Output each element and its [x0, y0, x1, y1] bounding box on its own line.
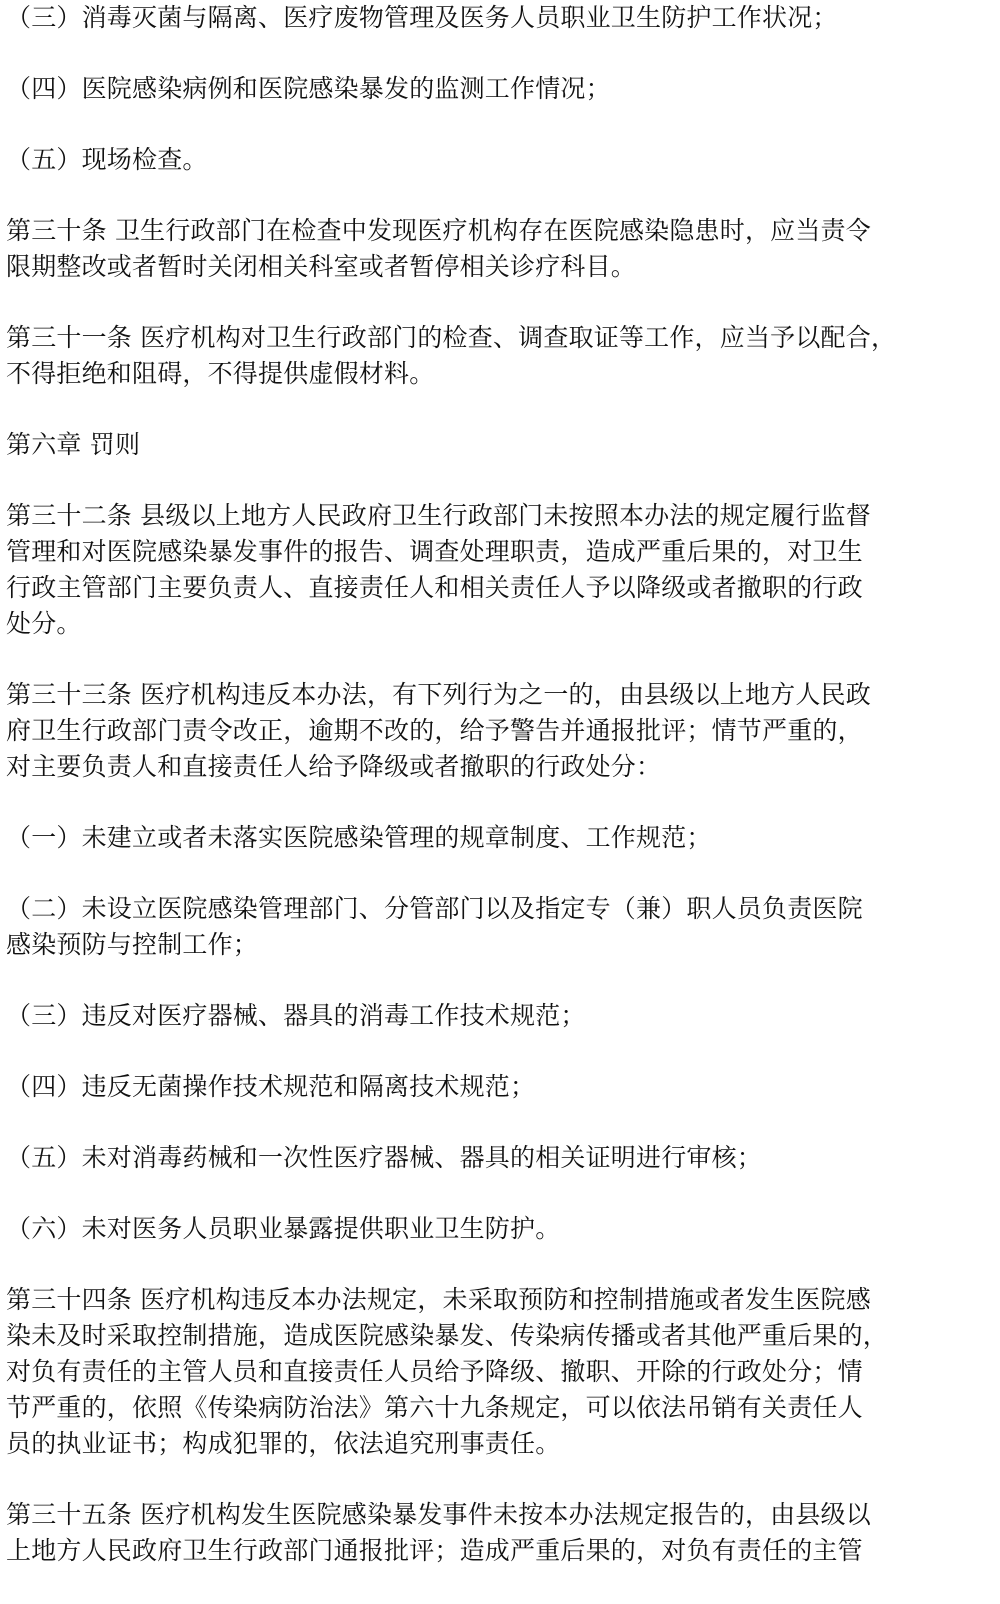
paragraph — [6, 213, 996, 285]
text-line: 限期整改或者暂时关闭相关科室或者暂停相关诊疗科目。 — [6, 252, 637, 281]
text-line: 上地方人民政府卫生行政部门通报批评；造成严重后果的，对负有责任的主管 — [6, 1536, 863, 1565]
paragraph — [6, 998, 996, 1034]
paragraph — [6, 891, 996, 963]
paragraph — [6, 677, 996, 785]
text-line: 第三十二条 县级以上地方人民政府卫生行政部门未按照本办法的规定履行监督 — [6, 501, 871, 530]
text-line: （四）医院感染病例和医院感染暴发的监测工作情况； — [6, 74, 611, 103]
text-line: （六）未对医务人员职业暴露提供职业卫生防护。 — [6, 1214, 561, 1243]
text-line: 行政主管部门主要负责人、直接责任人和相关责任人予以降级或者撤职的行政 — [6, 573, 863, 602]
text-line: 管理和对医院感染暴发事件的报告、调查处理职责，造成严重后果的，对卫生 — [6, 537, 863, 566]
paragraph — [6, 1140, 996, 1176]
paragraph — [6, 1497, 996, 1569]
text-line: 对主要负责人和直接责任人给予降级或者撤职的行政处分： — [6, 752, 662, 781]
text-line: 染未及时采取控制措施，造成医院感染暴发、传染病传播或者其他严重后果的， — [6, 1321, 889, 1350]
text-line: （二）未设立医院感染管理部门、分管部门以及指定专（兼）职人员负责医院 — [6, 894, 863, 923]
text-line: 节严重的，依照《传染病防治法》第六十九条规定，可以依法吊销有关责任人 — [6, 1393, 863, 1422]
text-line: 第三十五条 医疗机构发生医院感染暴发事件未按本办法规定报告的，由县级以 — [6, 1500, 871, 1529]
paragraph — [6, 1282, 996, 1462]
text-line: 第六章 罚则 — [6, 430, 141, 459]
text-line: （五）现场检查。 — [6, 145, 208, 174]
text-line: 第三十四条 医疗机构违反本办法规定，未采取预防和控制措施或者发生医院感 — [6, 1285, 871, 1314]
text-line: 员的执业证书；构成犯罪的，依法追究刑事责任。 — [6, 1429, 561, 1458]
paragraph — [6, 142, 996, 178]
text-line: （一）未建立或者未落实医院感染管理的规章制度、工作规范； — [6, 823, 712, 852]
paragraph — [6, 820, 996, 856]
text-line: 第三十三条 医疗机构违反本办法，有下列行为之一的，由县级以上地方人民政 — [6, 680, 871, 709]
text-line: （五）未对消毒药械和一次性医疗器械、器具的相关证明进行审核； — [6, 1143, 763, 1172]
paragraph — [6, 498, 996, 642]
paragraph — [6, 71, 996, 107]
text-line: （三）消毒灭菌与隔离、医疗废物管理及医务人员职业卫生防护工作状况； — [6, 3, 838, 32]
text-line: 不得拒绝和阻碍，不得提供虚假材料。 — [6, 359, 435, 388]
text-line: （四）违反无菌操作技术规范和隔离技术规范； — [6, 1072, 536, 1101]
text-line: 第三十条 卫生行政部门在检查中发现医疗机构存在医院感染隐患时，应当责令 — [6, 216, 871, 245]
text-line: 感染预防与控制工作； — [6, 930, 259, 959]
paragraph — [6, 1211, 996, 1247]
text-line: 对负有责任的主管人员和直接责任人员给予降级、撤职、开除的行政处分；情 — [6, 1357, 863, 1386]
text-line: 处分。 — [6, 609, 82, 638]
paragraph — [6, 320, 996, 392]
text-line: 第三十一条 医疗机构对卫生行政部门的检查、调查取证等工作，应当予以配合， — [6, 323, 897, 352]
document-body — [6, 0, 996, 1604]
text-line: （三）违反对医疗器械、器具的消毒工作技术规范； — [6, 1001, 586, 1030]
paragraph — [6, 427, 996, 463]
text-line: 府卫生行政部门责令改正，逾期不改的，给予警告并通报批评；情节严重的， — [6, 716, 863, 745]
paragraph — [6, 1069, 996, 1105]
paragraph — [6, 0, 996, 36]
